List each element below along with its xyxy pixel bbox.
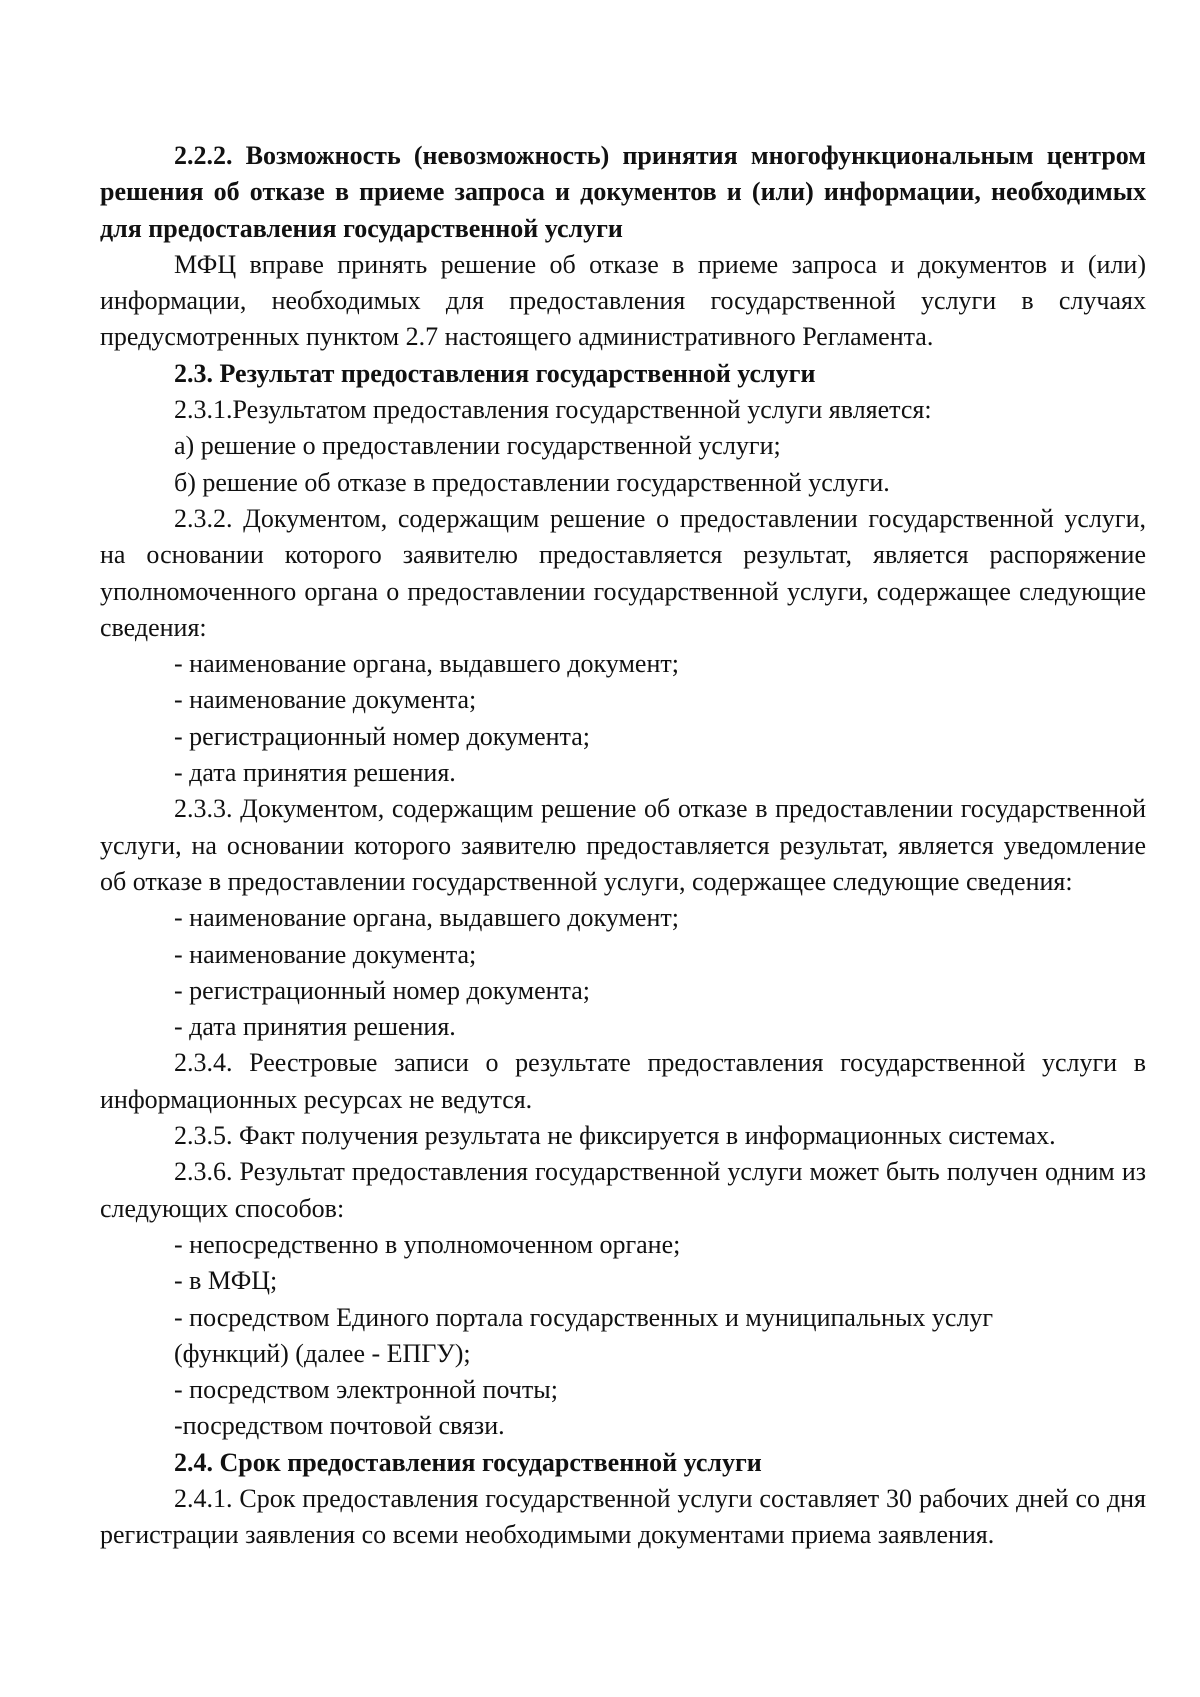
paragraph-mfc: МФЦ вправе принять решение об отказе в приеме запроса и документов и (или) информации, необходимых для предоставления государственной услуги в случаях предусмотренных пунктом 2.7 настоящего административного Регламента. xyxy=(100,249,1146,352)
heading-2-4: 2.4. Срок предоставления государственной услуги xyxy=(174,1447,762,1477)
document-page xyxy=(100,138,1146,1554)
list-item: - регистрационный номер документа; xyxy=(174,975,590,1005)
list-item: - наименование документа; xyxy=(174,685,477,715)
paragraph-2-3-1: 2.3.1.Результатом предоставления государственной услуги является: xyxy=(174,395,932,425)
list-item: (функций) (далее - ЕПГУ); xyxy=(174,1338,471,1368)
list-item: - дата принятия решения. xyxy=(174,1012,456,1042)
list-item: - дата принятия решения. xyxy=(174,758,456,788)
paragraph-2-3-6: 2.3.6. Результат предоставления государственной услуги может быть получен одним из следующих способов: xyxy=(100,1157,1146,1223)
heading-2-3: 2.3. Результат предоставления государственной услуги xyxy=(174,358,816,388)
list-item: - посредством Единого портала государственных и муниципальных услуг xyxy=(174,1302,994,1332)
list-item: - наименование органа, выдавшего документ; xyxy=(174,903,679,933)
paragraph-2-4-1: 2.4.1. Срок предоставления государственной услуги составляет 30 рабочих дней со дня регистрации заявления со всеми необходимыми документами приема заявления. xyxy=(100,1483,1146,1550)
paragraph-2-3-4: 2.3.4. Реестровые записи о результате предоставления государственной услуги в информационных ресурсах не ведутся. xyxy=(100,1048,1146,1114)
list-item: - посредством электронной почты; xyxy=(174,1375,558,1405)
paragraph-2-3-3: 2.3.3. Документом, содержащим решение об отказе в предоставлении государственной услуги, на основании которого заявителю предоставляется результат, является уведомление об отказе в предоставлении государственной услуги, содержащее следующие сведения: xyxy=(100,794,1146,896)
paragraph-2-3-2: 2.3.2. Документом, содержащим решение о предоставлении государственной услуги, на основании которого заявителю предоставляется результат, является распоряжение уполномоченного органа о предоставлении государственной услуги, содержащее следующие сведения: xyxy=(100,503,1146,642)
paragraph-2-3-1-b: б) решение об отказе в предоставлении государственной услуги. xyxy=(174,467,890,497)
heading-2-2-2: 2.2.2. Возможность (невозможность) принятия многофункциональным центром решения об отказе в приеме запроса и документов и (или) информации, необходимых для предоставления государственной услуги xyxy=(100,141,1146,243)
list-item: -посредством почтовой связи. xyxy=(174,1411,505,1441)
list-item: - в МФЦ; xyxy=(174,1266,278,1296)
list-item: - наименование документа; xyxy=(174,939,477,969)
paragraph-2-3-5: 2.3.5. Факт получения результата не фиксируется в информационных системах. xyxy=(174,1121,1056,1151)
list-item: - наименование органа, выдавшего документ; xyxy=(174,649,679,679)
list-item: - непосредственно в уполномоченном органе; xyxy=(174,1229,681,1259)
list-item: - регистрационный номер документа; xyxy=(174,721,590,751)
paragraph-2-3-1-a: а) решение о предоставлении государственной услуги; xyxy=(174,431,781,461)
